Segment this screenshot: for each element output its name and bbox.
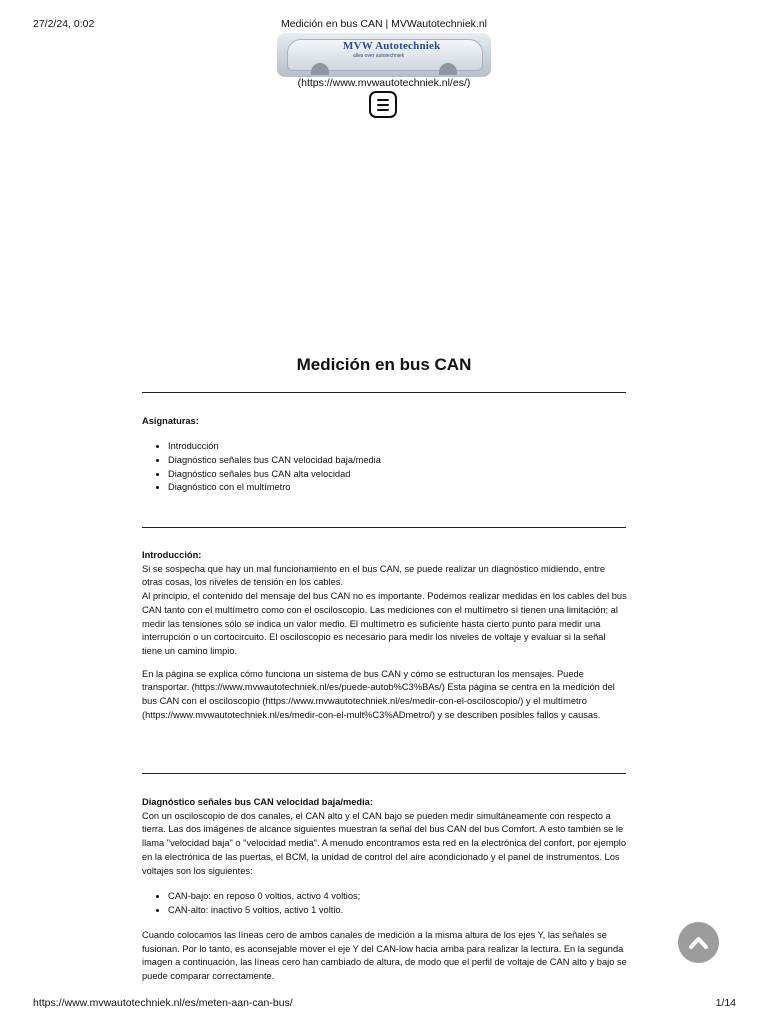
page-title: Medición en bus CAN [296, 355, 472, 374]
low-speed-paragraph-2: Cuando colocamos las líneas cero de ambos canales de medición a la misma altura de los ejes Y, las señales se fusionan. Por lo tanto, es aconsejable mover el eje Y del CAN-low hacia arriba para realizar la lectura. En la segunda imagen a continuación, las líneas cero han cambiado de altura, de modo que el perfil de voltaje de CAN alto y bajo se puede comparar correctamente. [142, 930, 627, 982]
voltage-list [142, 890, 654, 918]
hamburger-menu-icon [377, 104, 389, 106]
scroll-to-top-button[interactable] [678, 922, 719, 963]
topics-heading [142, 415, 628, 429]
logo-wheel [311, 63, 329, 75]
intro-paragraph-3: En la página se explica cómo funciona un sistema de bus CAN y cómo se estructuran los mensajes. Puede transportar. (https://www.mvwautotechniek.nl/es/puede-autob%C3%BAs/) Esta página se centra en la medición del bus CAN con el osciloscopio (https://www.mvwautotechniek.nl/es/medir-con-el-osciloscopio/) y el multímetro (https://www.mvwautotechniek.nl/es/medir-con-el-mult%C3%ADmetro/) y se describen posibles fallos y causas. [142, 668, 615, 720]
low-speed-section [142, 796, 628, 878]
print-page-title: Medición en bus CAN | MVWautotechniek.nl [280, 18, 488, 30]
topics-heading-text: Asignaturas: [142, 416, 199, 426]
topic-item[interactable]: • Introducción [168, 440, 654, 454]
divider [142, 392, 626, 393]
chevron-up-icon [688, 933, 709, 952]
topic-item[interactable]: • Diagnóstico con el multímetro [168, 481, 654, 495]
intro-paragraph-1: Si se sospecha que hay un mal funcionamiento en el bus CAN, se puede realizar un diagnóstico midiendo, entre otras cosas, los niveles de tensión en los cables. [142, 563, 606, 588]
divider [142, 773, 626, 774]
topic-item[interactable]: • Diagnóstico señales bus CAN alta velocidad [168, 468, 654, 482]
print-date: 27/2/24, 0:02 [33, 18, 95, 30]
low-speed-paragraph-2-container [142, 929, 628, 984]
print-page-number: 1/14 [715, 997, 736, 1009]
voltage-item: • CAN-bajo: en reposo 0 voltios, activo 4 voltios; [168, 890, 654, 904]
topic-item[interactable]: • Diagnóstico señales bus CAN velocidad baja/media [168, 454, 654, 468]
site-logo[interactable] [277, 33, 491, 77]
intro-section [142, 549, 628, 722]
intro-paragraph-2: Al principio, el contenido del mensaje del bus CAN no es importante. Podemos realizar medidas en los cables del bus CAN tanto con el multímetro como con el osciloscopio. Las mediciones con el multímetro sí tienen una limitación; al medir las tensiones sólo se indica un valor medio. El multímetro es suficiente hasta cierto punto para medir una interrupción o un cortocircuito. El osciloscopio es necesario para medir los niveles de voltaje y evaluar si la señal tiene un camino limpio. [142, 591, 627, 656]
voltage-item: • CAN-alto: inactivo 5 voltios, activo 1 voltio. [168, 904, 654, 918]
low-speed-paragraph-1: Con un osciloscopio de dos canales, el CAN alto y el CAN bajo se pueden medir simultáneamente con respecto a tierra. Las dos imágenes de alcance siguientes muestran la señal del bus CAN del bus Comfort. A esto también se le llama "velocidad baja" o "velocidad media". A menudo encontramos esta red en la electrónica del confort, por ejemplo en la electrónica de las puertas, el BCM, la unidad de control del aire acondicionado y el panel de instrumentos. Los voltajes son los siguientes: [142, 810, 627, 876]
print-footer-url: https://www.mvwautotechniek.nl/es/meten-aan-can-bus/ [33, 997, 293, 1009]
site-url-link[interactable]: (https://www.mvwautotechniek.nl/es/) [297, 77, 471, 89]
hamburger-menu-icon [377, 109, 389, 111]
hamburger-menu-button[interactable] [369, 91, 397, 118]
low-speed-heading: Diagnóstico señales bus CAN velocidad baja/media: [142, 797, 373, 807]
logo-brand-text: MVW Autotechniek [343, 40, 441, 52]
logo-tagline: alles over autotechniek [353, 53, 405, 59]
intro-heading: Introducción: [142, 550, 202, 560]
divider [142, 527, 626, 528]
logo-wheel [439, 63, 457, 75]
hamburger-menu-icon [377, 99, 389, 101]
topics-list [142, 440, 654, 495]
